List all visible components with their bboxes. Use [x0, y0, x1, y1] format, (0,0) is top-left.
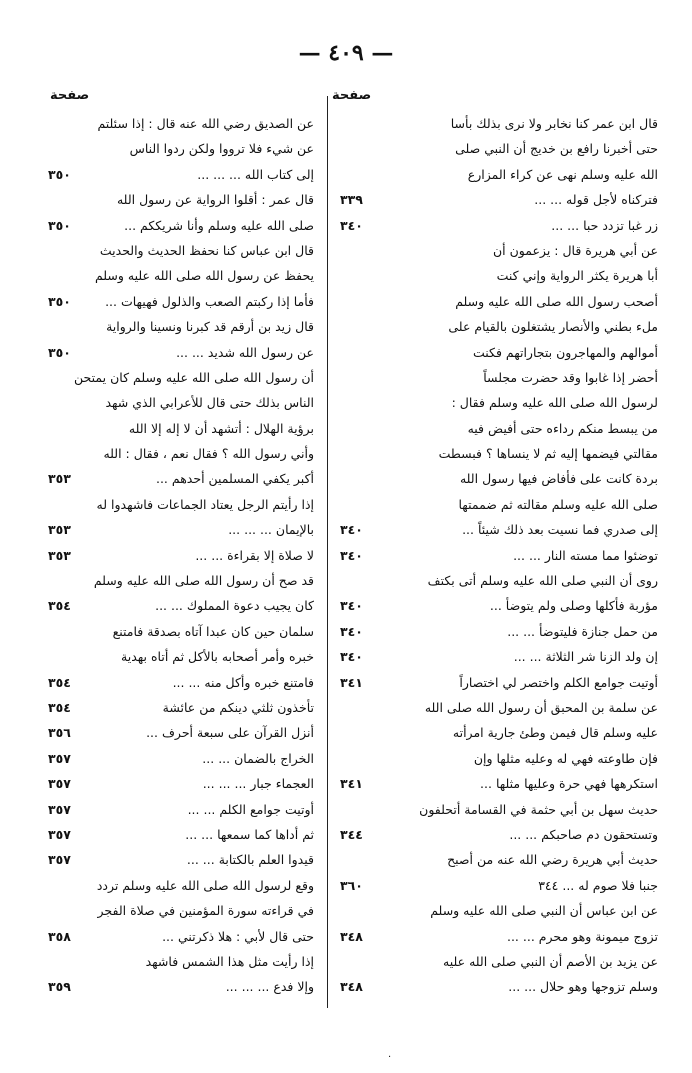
entry-text: عن رسول الله شديد ... ... [176, 344, 314, 360]
entry-text: بردة كانت على فأفاض فيها رسول الله [459, 471, 658, 487]
index-entry [48, 263, 314, 288]
entry-text: أن رسول الله صلى الله عليه وسلم كان يمتحن [74, 369, 314, 385]
entry-text: وتستحقون دم صاحبكم ... ... [509, 826, 658, 842]
entry-text: حديث أبي هريرة رضي الله عنه من أصبح [447, 852, 658, 868]
index-entry [340, 365, 658, 390]
entry-text: الناس بذلك حتى قال للأعرابي الذي شهد [105, 395, 314, 411]
index-entry [340, 517, 658, 542]
entry-text: تأخذون ثلثي دينكم من عائشة [162, 699, 314, 715]
entry-page-number: ٣٤٠ [340, 547, 363, 563]
entry-text: مقالتي فيضمها إليه ثم لا ينساها ؟ فبسطت [438, 446, 658, 462]
index-entry [340, 466, 658, 491]
entry-text: وأني رسول الله ؟ فقال نعم ، فقال : الله [103, 446, 314, 462]
entry-text: قال زيد بن أرقم قد كبرنا ونسينا والرواية [106, 319, 314, 335]
index-entry [48, 162, 314, 187]
entry-text: وسلم تزوجها وهو حلال ... ... [508, 979, 658, 995]
index-entry [340, 492, 658, 517]
entry-text: أبا هريرة يكثر الرواية وإني كنت [496, 268, 658, 284]
entry-text: فأما إذا ركبتم الصعب والذلول فهيهات ... [105, 293, 314, 309]
index-entry [340, 314, 658, 339]
entry-text: أكبر يكفي المسلمين أحدهم ... [155, 471, 314, 487]
entry-page-number: ٣٥٠ [48, 166, 71, 182]
entry-text: الله عليه وسلم نهى عن كراء المزارع [467, 166, 658, 182]
index-entry [48, 136, 314, 161]
index-entry [48, 644, 314, 669]
index-entry [48, 720, 314, 745]
entry-text: صلى الله عليه وسلم مقالته ثم ضممتها [458, 496, 658, 512]
entry-page-number: ٣٥٧ [48, 852, 71, 868]
index-entry [48, 847, 314, 872]
entry-text: خبره وأمر أصحابه بالأكل ثم أتاه بهدية [121, 649, 314, 665]
index-entry [48, 441, 314, 466]
left-column-header: صفحة [50, 88, 90, 103]
entry-page-number: ٣٤٨ [340, 928, 363, 944]
entry-page-number: ٣٤٠ [340, 649, 363, 665]
entry-text: فإن طاوعته فهي له وعليه مثلها وإن [473, 750, 658, 766]
index-entry [340, 619, 658, 644]
entry-text: لا صلاة إلا بقراءة ... ... [195, 547, 314, 563]
index-entry [340, 162, 658, 187]
index-entry [48, 111, 314, 136]
entry-text: جنبا فلا صوم له ... ٣٤٤ [538, 877, 658, 893]
entry-text: ثم أداها كما سمعها ... ... [185, 826, 314, 842]
entry-page-number: ٣٥٣ [48, 547, 71, 563]
entry-text: صلى الله عليه وسلم وأنا شريككم ... [124, 217, 314, 233]
entry-text: حديث سهل بن أبي حثمة في القسامة أتحلفون [419, 801, 658, 817]
entry-page-number: ٣٥٩ [48, 979, 71, 995]
index-entry [340, 568, 658, 593]
index-entry [340, 289, 658, 314]
entry-text: من يبسط منكم رداءه حتى أفيض فيه [467, 420, 658, 436]
entry-text: زر غبا تزدد حبا ... ... [551, 217, 658, 233]
entry-text: في قراءته سورة المؤمنين في صلاة الفجر [97, 903, 314, 919]
index-entry [48, 822, 314, 847]
index-entry [340, 898, 658, 923]
entry-page-number: ٣٥٧ [48, 801, 71, 817]
page-mark: · [388, 1052, 392, 1063]
index-entry [48, 543, 314, 568]
index-entry [340, 974, 658, 999]
entry-text: وقع لرسول الله صلى الله عليه وسلم تردد [96, 877, 314, 893]
index-entry [340, 670, 658, 695]
index-entry [340, 949, 658, 974]
entry-text: برؤية الهلال : أتشهد أن لا إله إلا الله [128, 420, 314, 436]
entry-page-number: ٣٤٠ [340, 217, 363, 233]
page-number: — ٤٠٩ — [298, 40, 394, 66]
index-entry [340, 771, 658, 796]
entry-text: إذا رأيتم الرجل يعتاد الجماعات فاشهدوا له [96, 496, 314, 512]
entry-page-number: ٣٥٤ [48, 598, 71, 614]
index-entry [340, 720, 658, 745]
entry-text: أحضر إذا غابوا وقد حضرت مجلساً [483, 369, 658, 385]
entry-text: عن يزيد بن الأصم أن النبي صلى الله عليه [443, 953, 658, 969]
entry-text: وإلا فدع ... ... ... [225, 979, 314, 995]
entry-page-number: ٣٦٠ [340, 877, 363, 893]
entry-text: أنزل القرآن على سبعة أحرف ... [146, 725, 314, 741]
index-entry [340, 746, 658, 771]
entry-page-number: ٣٥٧ [48, 776, 71, 792]
entry-page-number: ٣٥٣ [48, 522, 71, 538]
entry-text: استكرهها فهي حرة وعليها مثلها ... [480, 776, 658, 792]
index-entry [340, 416, 658, 441]
entry-page-number: ٣٥٣ [48, 471, 71, 487]
entry-text: حتى أخبرنا رافع بن خديج أن النبي صلى [455, 141, 658, 157]
entry-page-number: ٣٥٤ [48, 674, 71, 690]
entry-text: مؤربة فأكلها وصلى ولم يتوضأ ... [489, 598, 658, 614]
entry-text: أصحب رسول الله صلى الله عليه وسلم [455, 293, 658, 309]
entry-page-number: ٣٥٦ [48, 725, 71, 741]
entry-text: إن ولد الزنا شر الثلاثة ... ... [513, 649, 658, 665]
index-entry [48, 873, 314, 898]
index-entry [48, 746, 314, 771]
index-entry [48, 416, 314, 441]
entry-page-number: ٣٤١ [340, 776, 363, 792]
entry-page-number: ٣٤٠ [340, 598, 363, 614]
entry-page-number: ٣٤١ [340, 674, 363, 690]
index-entry [340, 441, 658, 466]
entry-text: روى أن النبي صلى الله عليه وسلم أتى بكتف [427, 573, 658, 589]
entry-text: فتركناه لأجل قوله ... ... [534, 192, 658, 208]
entry-text: من حمل جنازة فليتوضأ ... ... [507, 623, 658, 639]
index-entry [340, 873, 658, 898]
index-entry [340, 924, 658, 949]
index-entry [340, 695, 658, 720]
entry-page-number: ٣٥٠ [48, 217, 71, 233]
entry-text: يحفظ عن رسول الله صلى الله عليه وسلم [94, 268, 314, 284]
entry-text: قد صح أن رسول الله صلى الله عليه وسلم [93, 573, 314, 589]
entry-page-number: ٣٤٠ [340, 522, 363, 538]
index-entry [340, 847, 658, 872]
entry-text: بالإيمان ... ... ... [228, 522, 314, 538]
index-entry [340, 340, 658, 365]
entry-text: قال ابن عمر كنا نخابر ولا نرى بذلك بأسا [450, 116, 658, 131]
entry-page-number: ٣٤٤ [340, 826, 363, 842]
index-entry [48, 390, 314, 415]
entry-text: إلى كتاب الله ... ... ... [197, 166, 314, 182]
entry-text: فامتنع خبره وأكل منه ... ... [172, 674, 314, 690]
entry-text: قال عمر : أقلوا الرواية عن رسول الله [116, 192, 314, 208]
index-entry [48, 289, 314, 314]
entry-page-number: ٣٥٤ [48, 699, 71, 715]
index-entry [48, 187, 314, 212]
entry-page-number: ٣٥٠ [48, 293, 71, 309]
entry-text: ملء بطني والأنصار يشتغلون بالقيام على [448, 319, 658, 335]
entry-text: عن أبي هريرة قال : يزعمون أن [492, 242, 658, 258]
index-entry [340, 187, 658, 212]
index-entry [48, 670, 314, 695]
index-entry [340, 822, 658, 847]
entry-page-number: ٣٤٨ [340, 979, 363, 995]
index-entry [48, 695, 314, 720]
index-entry [48, 213, 314, 238]
index-entry [340, 390, 658, 415]
index-entry [48, 340, 314, 365]
entry-text: عن شيء فلا ترووا ولكن ردوا الناس [129, 141, 314, 157]
entry-page-number: ٣٥٠ [48, 344, 71, 360]
index-entry [48, 238, 314, 263]
entry-text: عن ابن عباس أن النبي صلى الله عليه وسلم [430, 903, 658, 919]
index-entry [48, 466, 314, 491]
entry-text: أموالهم والمهاجرون بتجاراتهم فكنت [473, 344, 658, 360]
entry-text: عن الصديق رضي الله عنه قال : إذا سئلتم [97, 116, 314, 131]
entry-text: عليه وسلم قال فيمن وطئ جارية امرأته [452, 725, 658, 741]
index-entry [48, 771, 314, 796]
entry-text: تزوج ميمونة وهو محرم ... ... [506, 928, 658, 944]
entry-text: إلى صدري فما نسيت بعد ذلك شيئاً ... [462, 522, 658, 538]
index-entry [48, 593, 314, 618]
index-entry [48, 949, 314, 974]
entry-text: سلمان حين كان عبدا آتاه بصدقة فامتنع [112, 623, 314, 639]
index-entry [340, 136, 658, 161]
entry-page-number: ٣٣٩ [340, 192, 363, 208]
index-entry [48, 568, 314, 593]
index-entry [340, 263, 658, 288]
entry-page-number: ٣٥٧ [48, 826, 71, 842]
index-entry [340, 238, 658, 263]
index-entry [340, 797, 658, 822]
index-entry [340, 543, 658, 568]
entry-text: لرسول الله صلى الله عليه وسلم فقال : [451, 395, 658, 411]
column-divider [327, 96, 328, 1008]
index-entry [48, 619, 314, 644]
index-entry [48, 517, 314, 542]
index-entry [48, 898, 314, 923]
entry-text: توضئوا مما مسته النار ... ... [513, 547, 658, 563]
index-entry [48, 365, 314, 390]
entry-text: عن سلمة بن المحبق أن رسول الله صلى الله [424, 699, 658, 715]
entry-text: الخراج بالضمان ... ... [202, 750, 314, 766]
entry-text: كان يجيب دعوة المملوك ... ... [155, 598, 314, 614]
right-index-column [340, 111, 658, 1000]
entry-text: حتى قال لأبي : هلا ذكرتني ... [162, 928, 314, 944]
index-entry [48, 314, 314, 339]
index-entry [48, 797, 314, 822]
entry-text: أوتيت جوامع الكلم ... ... [187, 801, 314, 817]
entry-text: العجماء جبار ... ... ... [202, 776, 314, 792]
entry-page-number: ٣٥٧ [48, 750, 71, 766]
entry-text: أوتيت جوامع الكلم واختصر لي اختصاراً [459, 674, 658, 690]
index-entry [340, 111, 658, 136]
entry-text: قال ابن عباس كنا نحفظ الحديث والحديث [99, 242, 314, 258]
left-index-column [48, 111, 314, 1000]
index-entry [340, 213, 658, 238]
index-entry [340, 593, 658, 618]
entry-page-number: ٣٤٠ [340, 623, 363, 639]
index-entry [48, 924, 314, 949]
entry-page-number: ٣٥٨ [48, 928, 71, 944]
index-entry [48, 974, 314, 999]
index-entry [48, 492, 314, 517]
entry-text: إذا رأيت مثل هذا الشمس فاشهد [145, 953, 314, 969]
index-entry [340, 644, 658, 669]
entry-text: قيدوا العلم بالكتابة ... ... [186, 852, 314, 868]
right-column-header: صفحة [332, 88, 372, 103]
